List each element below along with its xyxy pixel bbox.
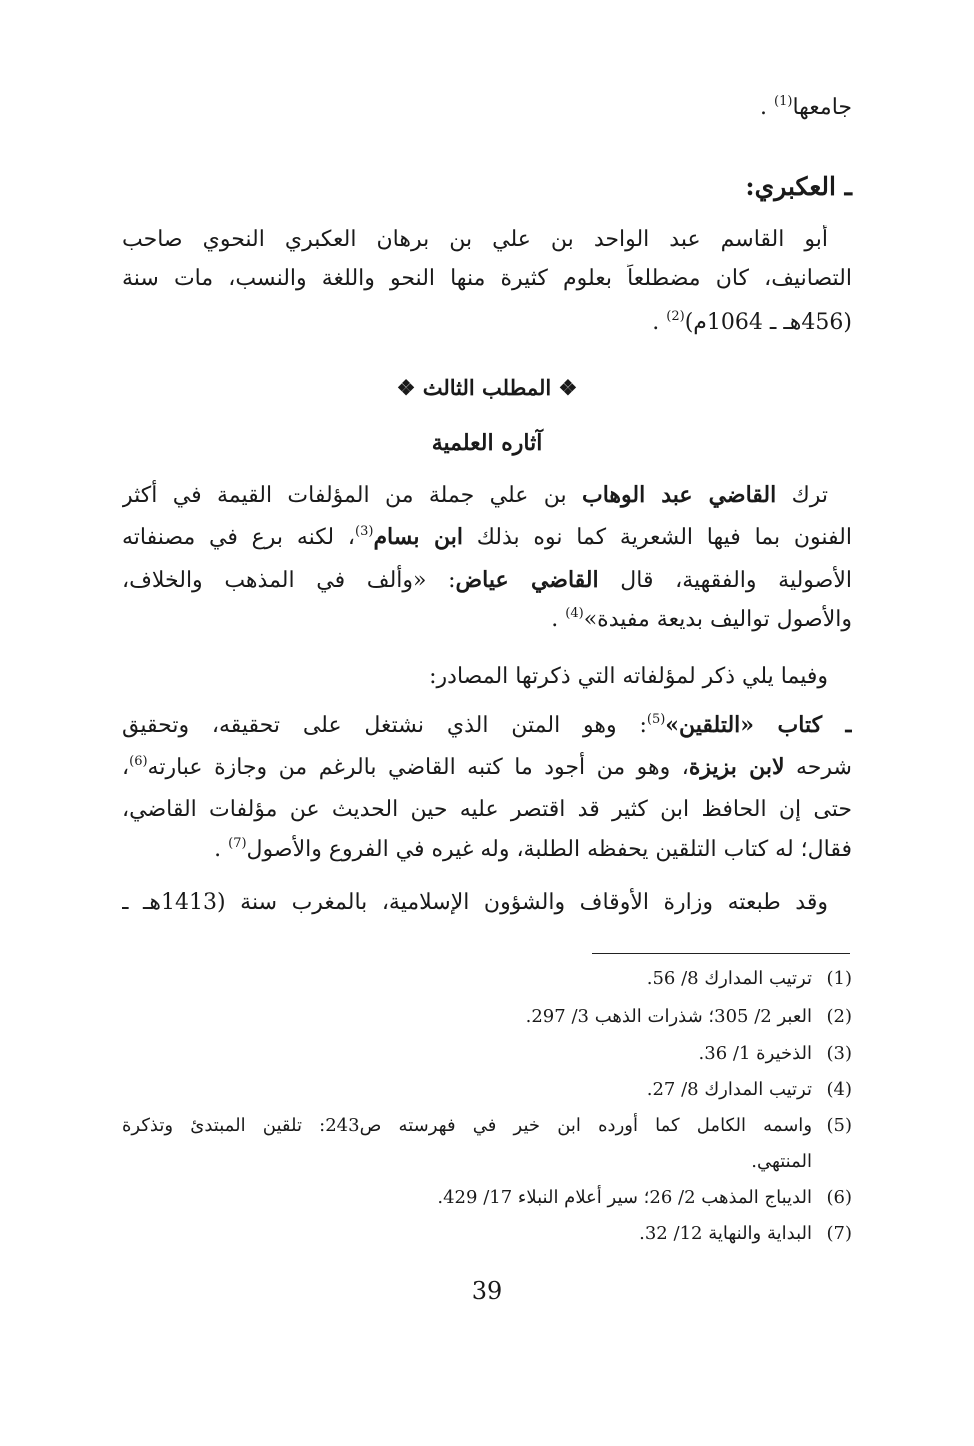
footnote-number: (3): [826, 1043, 852, 1064]
footnote-6: [122, 1185, 852, 1211]
footnote-5-continuation: المنتهي.: [751, 1151, 812, 1172]
footnote-ref-2: (2): [666, 309, 685, 324]
footnote-5: [122, 1113, 852, 1139]
text-run: والأصول تواليف بديعة مفيدة»: [583, 607, 852, 632]
text-run: ، وهو من أجود ما كتبه القاضي بالرغم من وجازة عبارته: [147, 755, 689, 780]
text-run: ترك: [776, 483, 828, 508]
period: .: [214, 837, 222, 862]
name-ibn-bassam: ابن بسام: [373, 524, 463, 550]
footnote-separator: [592, 953, 850, 954]
period: .: [652, 310, 660, 335]
footnote-number: (5): [826, 1115, 852, 1136]
footnote-text: ترتيب المدارك 8/ 56.: [646, 968, 812, 989]
footnote-text: الذخيرة 1/ 36.: [698, 1043, 812, 1064]
footnote-number: (6): [826, 1187, 852, 1208]
section-title: ❖ المطلب الثالث ❖: [396, 375, 578, 400]
footnote-ref-3: (3): [355, 524, 374, 539]
text-run: بن علي جملة من المؤلفات القيمة في أكثر: [122, 483, 582, 508]
text-run: ، لكنه برع في مصنفاته: [122, 525, 355, 550]
footnote-ref-5: (5): [646, 712, 666, 727]
text-run: شرحه: [784, 755, 852, 780]
para3-line-4: [122, 835, 852, 865]
akbari-dates: (456هـ ـ 1064م): [684, 310, 852, 335]
footnote-number: (7): [826, 1223, 852, 1244]
footnote-2: [122, 1004, 852, 1030]
footnote-3: [122, 1041, 852, 1067]
akbari-heading: ـ العكبري:: [745, 172, 852, 201]
book-title-talqin: ـ كتاب «التلقين»: [665, 712, 852, 738]
section-subtitle: آثاره العلمية: [431, 430, 543, 456]
akbari-line-1: أبو القاسم عبد الواحد بن علي بن برهان العكبري النحوي صاحب: [122, 227, 828, 252]
footnote-ref-4: (4): [565, 606, 584, 621]
text-run: الأصولية والفقهية، قال: [598, 568, 852, 593]
footnote-text: العبر 2/ 305؛ شذرات الذهب 3/ 297.: [525, 1006, 812, 1027]
footnote-7: [122, 1221, 852, 1247]
text-run: فقال؛ له كتاب التلقين يحفظه الطلبة، وله غيره في الفروع والأصول: [246, 837, 852, 862]
akbari-line-2: التصانيف، كان مضطلعاً بعلوم كثيرة منها النحو واللغة والنسب، مات سنة: [122, 266, 852, 291]
text-run: الفنون بما فيها الشعرية كما نوه بذلك: [462, 525, 852, 550]
footnote-number: (1): [826, 968, 852, 989]
name-ibn-bazizah: لابن بزيزة: [688, 754, 785, 780]
para1-line-4: [122, 605, 852, 635]
period: .: [760, 95, 768, 120]
footnote-number: (2): [826, 1006, 852, 1027]
name-qadi-abd-al-wahhab: القاضي عبد الوهاب: [581, 482, 777, 508]
page-number: 39: [471, 1277, 503, 1305]
text-run: : «وألف في المذهب والخلاف،: [122, 568, 456, 593]
footnote-4: [122, 1077, 852, 1103]
para3-line-3: حتى إن الحافظ ابن كثير قد اقتصر عليه حين الحديث عن مؤلفات القاضي،: [122, 797, 852, 822]
footnote-1: [122, 966, 852, 992]
para4-line: وقد طبعته وزارة الأوقاف والشؤون الإسلامية، بالمغرب سنة (1413هـ ـ: [122, 890, 828, 915]
para3-line-2: [122, 752, 852, 783]
footnote-ref-6: (6): [129, 754, 148, 769]
continuation-line: [122, 93, 852, 123]
continuation-text: جامعها: [792, 95, 852, 120]
footnote-text: ترتيب المدارك 8/ 27.: [646, 1079, 812, 1100]
name-qadi-iyad: القاضي عياض: [455, 567, 599, 593]
footnote-text: الديباج المذهب 2/ 26؛ سير أعلام النبلاء 17/ 429.: [437, 1187, 812, 1208]
footnote-text: البداية والنهاية 12/ 32.: [639, 1223, 812, 1244]
comma: ،: [122, 755, 130, 780]
footnote-ref-1: (1): [774, 94, 793, 109]
text-run: : وهو المتن الذي نشتغل على تحقيقه، وتحقيق: [122, 713, 647, 738]
para1-line-3: [122, 565, 852, 596]
period: .: [551, 607, 559, 632]
para1-line-1: [122, 480, 828, 511]
para1-line-2: [122, 522, 852, 553]
para3-line-1: [122, 710, 852, 741]
footnote-ref-7: (7): [228, 836, 247, 851]
akbari-line-3: [122, 308, 852, 338]
para2-line: وفيما يلي ذكر لمؤلفاته التي ذكرتها المصادر:: [429, 664, 828, 689]
footnote-text: واسمه الكامل كما أورده ابن خير في فهرسته ص243: تلقين المبتدئ وتذكرة: [122, 1115, 813, 1136]
footnote-number: (4): [826, 1079, 852, 1100]
